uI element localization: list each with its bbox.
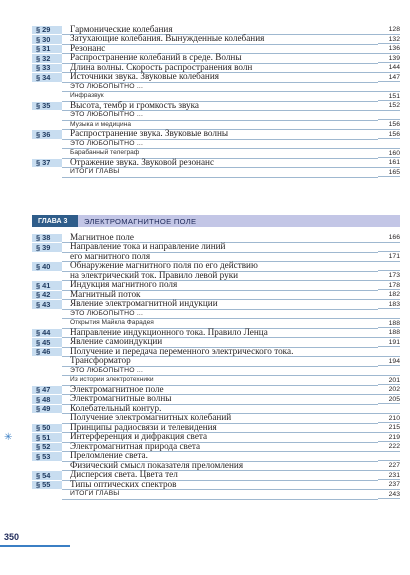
section-number: § 39 <box>36 242 51 252</box>
section-title: Музыка и медицина <box>62 120 378 131</box>
section-title: ЭТО ЛЮБОПЫТНО ... <box>62 82 378 93</box>
section-title: Источники звука. Звуковые колебания <box>62 72 378 83</box>
page-ref <box>378 82 400 92</box>
section-title: Дисперсия света. Цвета тел <box>62 470 378 481</box>
section-number: § 46 <box>36 347 51 356</box>
page-ref: 227 <box>378 461 400 471</box>
page-ref <box>378 243 400 253</box>
section-number: § 48 <box>36 394 51 404</box>
page-ref: 151 <box>378 92 400 102</box>
section-title: Распространение колебаний в среде. Волны <box>62 53 378 64</box>
page-ref: 222 <box>378 442 400 452</box>
chapter-label: ГЛАВА 3 <box>32 215 78 227</box>
section-title: Направление индукционного тока. Правило Ленца <box>62 328 378 339</box>
page-ref: 166 <box>378 233 400 243</box>
section-title: Физический смысл показателя преломления <box>62 461 378 472</box>
section-title: ЭТО ЛЮБОПЫТНО ... <box>62 110 378 121</box>
page-ref: 188 <box>378 328 400 338</box>
section-title: Получение и передача переменного электрического тока. <box>62 347 378 358</box>
section-number: § 45 <box>36 337 51 347</box>
section-title: его магнитного поля <box>62 252 378 263</box>
section-title: Трансформатор <box>62 356 378 367</box>
page-ref: 182 <box>378 290 400 300</box>
section-title: Распространение звука. Звуковые волны <box>62 129 378 140</box>
section-number: § 53 <box>36 451 51 461</box>
page-ref: 165 <box>378 168 400 178</box>
section-title: Отражение звука. Звуковой резонанс <box>62 158 378 169</box>
section-title: Открытия Майкла Фарадея <box>62 318 378 329</box>
section-number: § 38 <box>36 233 51 242</box>
section-title: Резонанс <box>62 44 378 55</box>
page-ref <box>378 347 400 357</box>
section-number: § 42 <box>36 290 51 299</box>
page-ref: 173 <box>378 271 400 281</box>
section-title: Высота, тембр и громкость звука <box>62 101 378 112</box>
page-ref: 210 <box>378 414 400 424</box>
section-title: Направление тока и направление линий <box>62 242 378 253</box>
asterisk-icon: ✳ <box>4 431 13 443</box>
section-title: Барабанный телеграф <box>62 148 378 159</box>
section-number: § 50 <box>36 423 51 432</box>
page-ref: 156 <box>378 120 400 130</box>
section-title: Индукция магнитного поля <box>62 280 378 291</box>
page-ref: 215 <box>378 423 400 433</box>
section-number: § 44 <box>36 328 51 337</box>
footer-accent-bar <box>0 545 70 547</box>
section-number: § 35 <box>36 101 51 110</box>
page-ref: 237 <box>378 480 400 490</box>
page-ref <box>378 111 400 121</box>
section-number: § 49 <box>36 404 51 413</box>
page-ref: 147 <box>378 73 400 83</box>
page-ref: 219 <box>378 433 400 443</box>
section-title: Преломление света. <box>62 451 378 462</box>
page-ref: 156 <box>378 130 400 140</box>
section-title: Магнитный поток <box>62 290 378 301</box>
page-number: 350 <box>4 532 20 542</box>
page-ref: 132 <box>378 35 400 45</box>
section-title: Электромагнитные волны <box>62 394 378 405</box>
toc-part-1 <box>32 25 400 177</box>
page-ref <box>378 139 400 149</box>
section-title: Явление электромагнитной индукции <box>62 299 378 310</box>
section-title: Длина волны. Скорость распространения волн <box>62 63 378 74</box>
toc-entry <box>32 168 400 178</box>
section-title: Электромагнитное поле <box>62 385 378 396</box>
section-title: Затухающие колебания. Вынужденные колебания <box>62 34 378 45</box>
page-ref: 205 <box>378 395 400 405</box>
page-ref: 139 <box>378 54 400 64</box>
section-title: ИТОГИ ГЛАВЫ <box>62 167 378 178</box>
section-number: § 37 <box>36 158 51 167</box>
section-number: § 43 <box>36 299 51 309</box>
page-ref: 136 <box>378 44 400 54</box>
section-title: Интерференция и дифракция света <box>62 432 378 443</box>
chapter-header <box>32 215 400 227</box>
section-number: § 55 <box>36 480 51 489</box>
section-title: Обнаружение магнитного поля по его действию <box>62 261 378 272</box>
page-ref: 171 <box>378 252 400 262</box>
page-ref <box>378 309 400 319</box>
section-number: § 36 <box>36 129 51 139</box>
section-number: § 47 <box>36 385 51 394</box>
chapter-title: ЭЛЕКТРОМАГНИТНОЕ ПОЛЕ <box>78 215 400 227</box>
section-number: § 40 <box>36 261 51 271</box>
page-ref: 191 <box>378 338 400 348</box>
page-ref: 128 <box>378 25 400 35</box>
page-ref: 183 <box>378 300 400 310</box>
section-number: § 51 <box>36 432 51 442</box>
page-ref: 201 <box>378 376 400 386</box>
section-title: ЭТО ЛЮБОПЫТНО ... <box>62 309 378 320</box>
toc-part-2 <box>4 232 400 499</box>
section-title: Принципы радиосвязи и телевидения <box>62 423 378 434</box>
section-title: Колебательный контур. <box>62 404 378 415</box>
section-number: § 29 <box>36 25 51 34</box>
section-number: § 54 <box>36 470 51 480</box>
section-title: на электрический ток. Правило левой руки <box>62 271 378 282</box>
page-ref: 243 <box>378 490 400 500</box>
page-ref <box>378 452 400 462</box>
section-number: § 41 <box>36 280 51 290</box>
page-ref: 144 <box>378 63 400 73</box>
section-title: Магнитное поле <box>62 233 378 244</box>
page-ref: 231 <box>378 471 400 481</box>
section-number: § 31 <box>36 44 51 53</box>
section-number: § 52 <box>36 442 51 451</box>
page-ref: 194 <box>378 357 400 367</box>
page-ref <box>378 366 400 376</box>
section-number: § 34 <box>36 72 51 82</box>
section-title: Типы оптических спектров <box>62 480 378 491</box>
page-ref: 188 <box>378 319 400 329</box>
page-ref <box>378 262 400 272</box>
section-title: ЭТО ЛЮБОПЫТНО ... <box>62 139 378 150</box>
section-title: ЭТО ЛЮБОПЫТНО ... <box>62 366 378 377</box>
section-number: § 32 <box>36 53 51 63</box>
section-title: ИТОГИ ГЛАВЫ <box>62 489 378 500</box>
section-title: Явление самоиндукции <box>62 337 378 348</box>
section-number: § 30 <box>36 34 51 44</box>
page-ref <box>378 404 400 414</box>
page-ref: 152 <box>378 101 400 111</box>
section-title: Инфразвук <box>62 91 378 102</box>
section-title: Из истории электротехники <box>62 375 378 386</box>
page-ref: 160 <box>378 149 400 159</box>
section-title: Получение электромагнитных колебаний <box>62 413 378 424</box>
page-ref: 161 <box>378 158 400 168</box>
page-ref: 202 <box>378 385 400 395</box>
page-ref: 178 <box>378 281 400 291</box>
section-title: Электромагнитная природа света <box>62 442 378 453</box>
section-number: § 33 <box>36 63 51 72</box>
section-title: Гармонические колебания <box>62 25 378 36</box>
toc-entry <box>32 490 400 500</box>
